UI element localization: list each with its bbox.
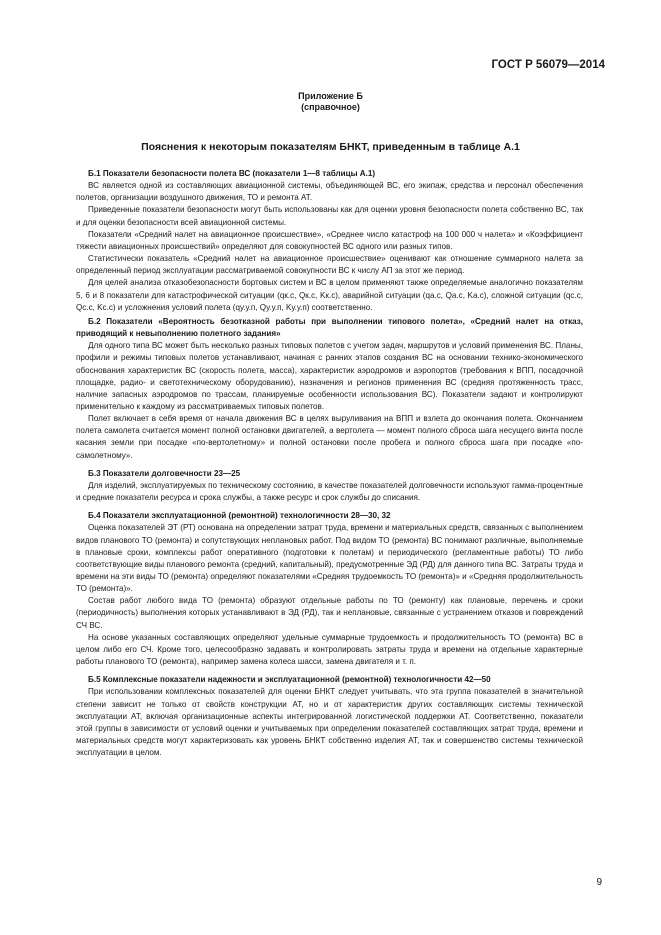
paragraph: Статистически показатель «Средний налет на авиационное происшествие» оценивают как отношение суммарного налета за определенный период эксплуатации рассматриваемой совокупности ВС к числу АП за этот же период. [76, 254, 583, 276]
appendix-subtitle: (справочное) [301, 102, 360, 112]
appendix-heading [0, 91, 661, 113]
paragraph: Для целей анализа отказобезопасности бортовых систем и ВС в целом применяют также определяемые аналогично показателям 5, 6 и 8 показатели для катастрофической ситуации (qк.с, Qк.с, Kк.с), аварийной ситуации (qа.с, Qа.с, Kа.с), сложной ситуации (qс.с, Qс.с, Kс.с) и усложнения условий полета (qу.у.п, Qу.у.п, Kу.у.п) соответственно. [76, 278, 583, 312]
appendix-title: Приложение Б [298, 91, 363, 101]
paragraph: При использовании комплексных показателей для оценки БНКТ следует учитывать, что эта группа показателей в значительной степени зависит не только от свойств конструкции АТ, но и от характеристик других составляющих системы технической эксплуатации АТ, включая организационные аспекты интегрированной логистической поддержки АТ. Соответственно, показатели этой группы в зависимости от условий оценки и учитываемых при определении показателей составляющих затрат труда, времени и материальных средств могут характеризовать как уровень БНКТ собственно изделия АТ, так и совершенство системы технической эксплуатации в целом. [76, 687, 583, 758]
main-title: Пояснения к некоторым показателям БНКТ, приведенным в таблице А.1 [141, 141, 520, 153]
paragraph: Показатели «Средний налет на авиационное происшествие», «Среднее число катастроф на 100 000 ч налета» и «Коэффициент тяжести авиационных происшествий» определяют для совокупностей ВС одного или разных типов. [76, 229, 583, 251]
paragraph: Приведенные показатели безопасности могут быть использованы как для оценки уровня безопасности полета собственно ВС, так и для оценки безопасности всей авиационной системы. [76, 205, 583, 227]
section-heading-b2: Б.2 Показатели «Вероятность безотказной работы при выполнении типового полета», «Средний налет на отказ, приводящий к невыполнению полетного задания» [76, 316, 583, 339]
paragraph: ВС является одной из составляющих авиационной системы, объединяющей ВС, его экипаж, средства и персонал обеспечения полетов, организации воздушного движения, ТО и ремонта АТ. [76, 181, 583, 203]
paragraph: На основе указанных составляющих определяют удельные суммарные трудоемкость и продолжительность ТО (ремонта) ВС в целом либо его СЧ. Кроме того, целесообразно задавать и контролировать затраты труда и времени на отдельные характерные работы планового ТО (ремонта), например замена колеса шасси, замена двигателя и т. п. [76, 632, 583, 667]
paragraph: Для одного типа ВС может быть несколько разных типовых полетов с учетом задач, маршрутов и условий применения ВС. Планы, профили и режимы типовых полетов устанавливают, начиная с ранних этапов создания ВС на основании технико-экономического обоснования характеристик ВС (скорость полета, масса), характеристик аэродромов и аэропортов (требования к ВПП, посадочной площадке, радио- и светотехническому оборудованию), назначения и регионов применения ВС (средняя протяженность трасс, наличие запасных аэродромов по трассам, планируемые особенности использования ВС). Показатели задают и контролируют применительно к каждому из рассматриваемых типовых полетов. [76, 341, 583, 411]
document-body [76, 166, 583, 759]
paragraph: Оценка показателей ЭТ (РТ) основана на определении затрат труда, времени и материальных средств, связанных с выполнением видов планового ТО (ремонта) и сопутствующих неплановых работ. Под видом ТО (ремонта) ВС понимают различные, выполняемые в плановые сроки, комплексы работ оперативного (подготовки к полетам) и периодического (регламентные работы) ТО либо соответствующие виды планового ремонта (средний, капитальный), предусмотренные ЭД (РД) для данного типа ВС. Затраты труда и времени на эти виды ТО (ремонта) определяют показателями «Средняя трудоемкость ТО (ремонта)» и «Средняя продолжительность ТО (ремонта)». [76, 523, 583, 594]
paragraph: Полет включает в себя время от начала движения ВС в целях выруливания на ВПП и взлета до окончания полета. Окончанием полета самолета считается момент полной остановки двигателей, а вертолета — момент полного сброса шага несущего винта после касания земли при посадке «по-вертолетному» и полной остановки после пробега и полного сброса шага при посадке «по-самолетному». [76, 414, 583, 460]
section-heading-b4: Б.4 Показатели эксплуатационной (ремонтной) технологичности 28—30, 32 [88, 511, 391, 521]
section-heading-b1: Б.1 Показатели безопасности полета ВС (показатели 1—8 таблицы А.1) [88, 169, 376, 178]
section-heading-b3: Б.3 Показатели долговечности 23—25 [88, 468, 241, 478]
paragraph: Для изделий, эксплуатируемых по техническому состоянию, в качестве показателей долговечности используют гамма-процентные и средние показатели ресурса и срока службы, а также ресурс и срок службы до списания. [76, 480, 583, 503]
paragraph: Состав работ любого вида ТО (ремонта) образуют отдельные работы по ТО (ремонту) как плановые, перечень и сроки (периодичность) выполнения которых устанавливают в ЭД (РД), так и неплановые, связанные с устранением отказов и повреждений СЧ ВС. [76, 596, 583, 630]
page-number: 9 [596, 877, 602, 888]
doc-code-header: ГОСТ Р 56079—2014 [491, 59, 605, 71]
section-heading-b5: Б.5 Комплексные показатели надежности и эксплуатационной (ремонтной) технологичности 42—50 [88, 675, 491, 685]
